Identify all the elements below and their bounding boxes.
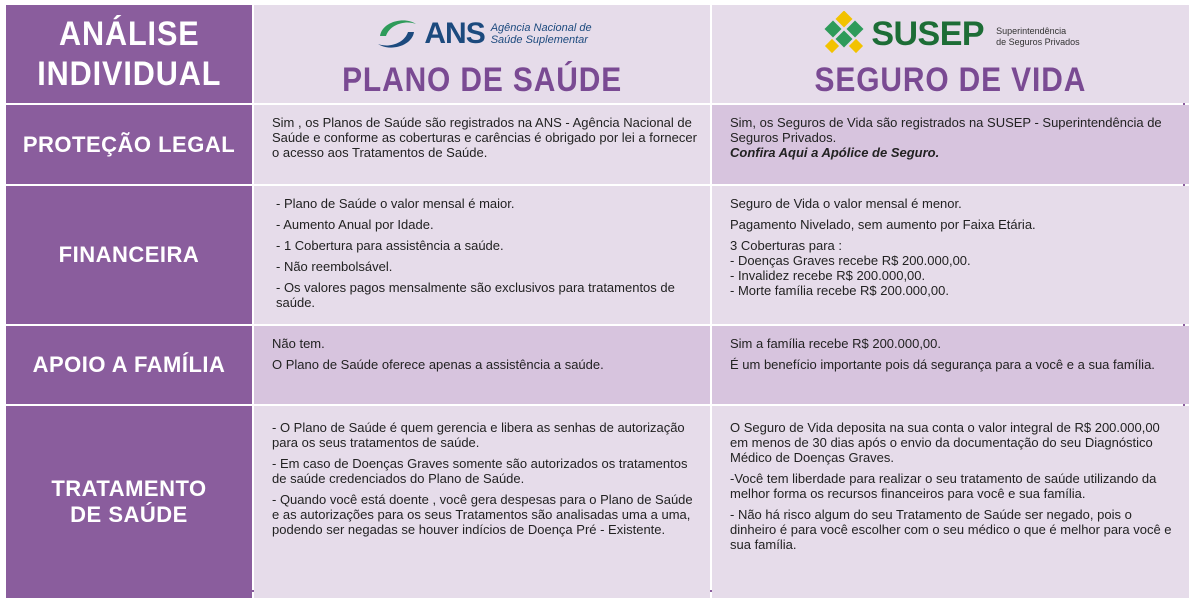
list-item: -Você tem liberdade para realizar o seu tratamento de saúde utilizando da melhor forma os recursos financeiros para você e sua família. (730, 471, 1157, 501)
list-item: - 1 Cobertura para assistência a saúde. (276, 238, 504, 253)
row-label-protecao (6, 105, 252, 184)
list-item: O Seguro de Vida deposita na sua conta o valor integral de R$ 200.000,00 em menos de 30 dias após o envio da documentação do seu Diagnóstico Médico de Doenças Graves. (730, 420, 1160, 465)
list-item: - Quando você está doente , você gera despesas para o Plano de Saúde e as autorizações para os seus Tratamentos são analisadas uma a uma, podendo ser negadas se houver indícios de Doença Pré - Existente. (272, 492, 693, 537)
seguro-header (712, 5, 1189, 103)
ans-logo-icon (372, 14, 422, 54)
susep-logo-text: SUSEP (871, 14, 985, 53)
seguro-apoio-cell (712, 326, 1189, 404)
list-item: - Aumento Anual por Idade. (276, 217, 434, 232)
plano-protecao-text: Sim , os Planos de Saúde são registrados na ANS - Agência Nacional de Saúde e conforme as coberturas e carências é obrigado por lei a fornecer o acesso aos Tratamentos de Saúde. (272, 115, 697, 160)
plano-protecao-cell (254, 105, 710, 184)
ans-logo-sub1: Agência Nacional de (490, 22, 592, 34)
list-item: Sim a família recebe R$ 200.000,00. (730, 336, 942, 351)
list-item: - Morte família recebe R$ 200.000,00. (730, 283, 949, 298)
row-label-apoio (6, 326, 252, 404)
list-item: - Em caso de Doenças Graves somente são autorizados os tratamentos de saúde credenciados do Plano de Saúde. (272, 456, 688, 486)
row-label-tratamento-line2: DE SAÚDE (70, 502, 188, 527)
plano-tratamento-cell (254, 406, 710, 598)
ans-logo-sub2: Saúde Suplementar (490, 34, 588, 46)
seguro-title: SEGURO DE VIDA (814, 61, 1087, 99)
list-item: Não tem. (272, 336, 325, 351)
list-item: Pagamento Nivelado, sem aumento por Faixa Etária. (730, 217, 1036, 232)
list-item: - Invalidez recebe R$ 200.000,00. (730, 268, 926, 283)
seguro-tratamento-cell (712, 406, 1189, 598)
list-item: - Plano de Saúde o valor mensal é maior. (276, 196, 515, 211)
row-label-protecao-text: PROTEÇÃO LEGAL (22, 131, 236, 157)
row-label-financeira (6, 186, 252, 324)
list-item: O Plano de Saúde oferece apenas a assistência a saúde. (272, 357, 604, 372)
analysis-title-line2: INDIVIDUAL (36, 55, 222, 93)
analysis-title-line1: ANÁLISE (58, 15, 200, 53)
plano-header (254, 5, 710, 103)
ans-logo (372, 13, 591, 55)
susep-logo-icon (821, 11, 867, 57)
seguro-protecao-text: Sim, os Seguros de Vida são registrados na SUSEP - Superintendência de Seguros Privados. (730, 115, 1162, 145)
ans-logo-text: ANS (424, 17, 485, 50)
list-item: - Não há risco algum do seu Tratamento de Saúde ser negado, pois o dinheiro é para você escolher com o seu médico o que é melhor para você e sua família. (730, 507, 1172, 552)
seguro-protecao-cell (712, 105, 1189, 184)
row-label-tratamento-text (51, 476, 206, 528)
list-item: - Não reembolsável. (276, 259, 393, 274)
row-label-financeira-text: FINANCEIRA (58, 242, 200, 267)
row-label-tratamento (6, 406, 252, 598)
list-item: 3 Coberturas para : (730, 238, 843, 253)
comparison-table (6, 5, 1185, 592)
susep-logo-sub1: Superintendência (996, 26, 1067, 36)
susep-logo-subtitle (996, 26, 1080, 48)
plano-financeira-cell (254, 186, 710, 324)
list-item: Seguro de Vida o valor mensal é menor. (730, 196, 962, 211)
seguro-apolice-link[interactable]: Confira Aqui a Apólice de Seguro. (730, 145, 940, 160)
plano-title: PLANO DE SAÚDE (342, 61, 622, 99)
list-item: É um benefício importante pois dá segurança para a você e a sua família. (730, 357, 1155, 372)
analysis-title (37, 14, 221, 94)
list-item: - Doenças Graves recebe R$ 200.000,00. (730, 253, 971, 268)
susep-logo (821, 13, 1079, 55)
list-item: - Os valores pagos mensalmente são exclusivos para tratamentos de saúde. (276, 280, 675, 310)
row-label-tratamento-line1: TRATAMENTO (51, 476, 207, 501)
susep-logo-sub2: de Seguros Privados (996, 37, 1080, 47)
row-label-apoio-text: APOIO A FAMÍLIA (32, 352, 226, 377)
seguro-financeira-cell (712, 186, 1189, 324)
list-item: - O Plano de Saúde é quem gerencia e libera as senhas de autorização para os seus tratamentos de saúde. (272, 420, 685, 450)
ans-logo-subtitle (491, 22, 592, 46)
plano-apoio-cell (254, 326, 710, 404)
analysis-header (6, 5, 252, 103)
